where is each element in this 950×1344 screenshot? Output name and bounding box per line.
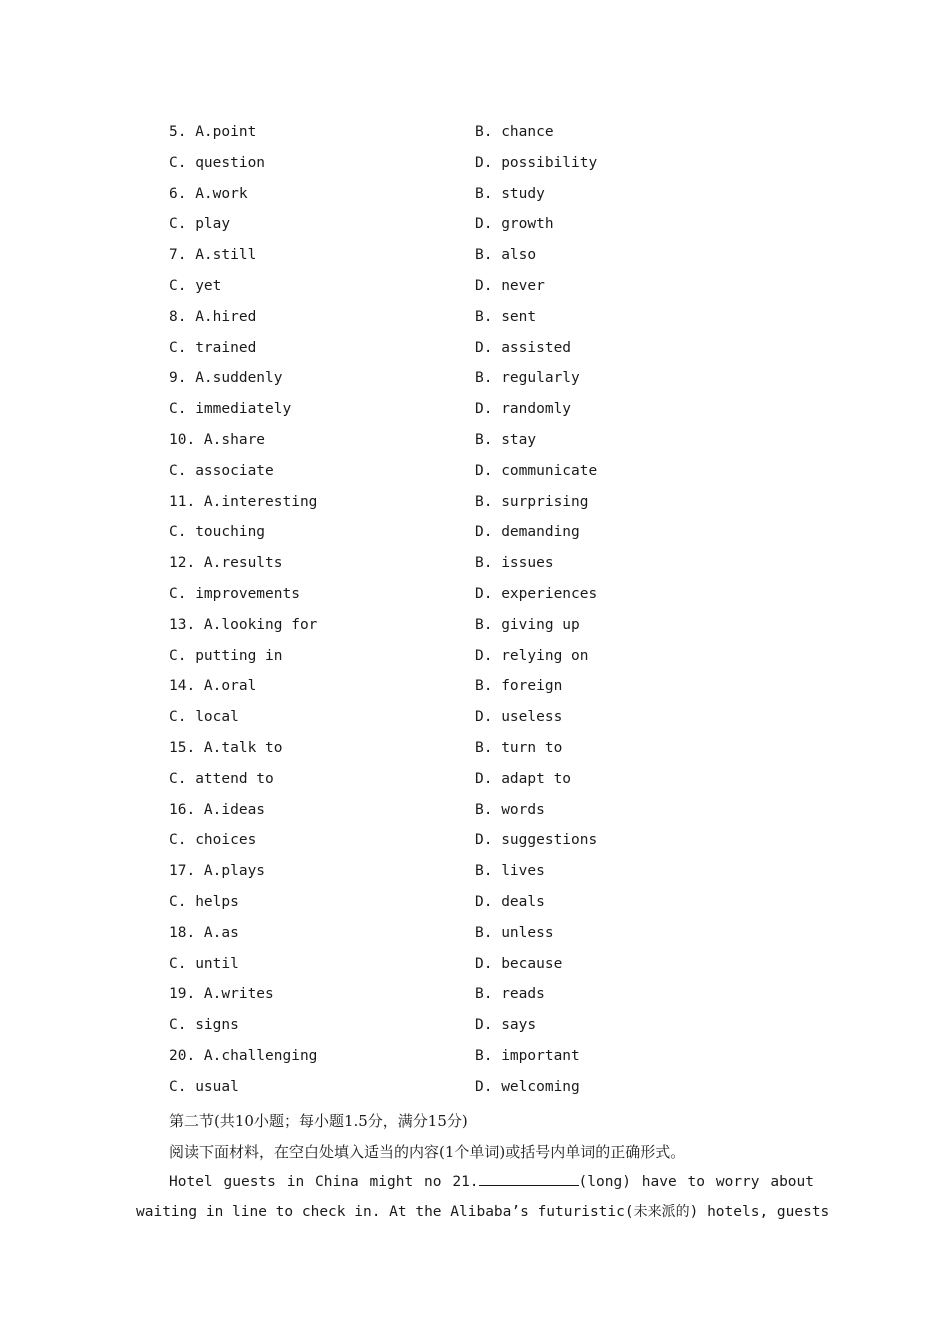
option-row	[0, 672, 950, 703]
passage-line	[136, 1201, 830, 1221]
option-row	[0, 149, 950, 180]
option-row	[0, 395, 950, 426]
instructions: 阅读下面材料，在空白处填入适当的内容(1个单词)或括号内单词的正确形式。	[169, 1143, 686, 1161]
option-left: 17. A.plays	[169, 863, 266, 880]
option-left: 19. A.writes	[169, 986, 274, 1003]
option-right: B. reads	[475, 986, 545, 1003]
option-right: D. demanding	[475, 524, 580, 541]
option-row	[0, 1073, 950, 1104]
option-right: B. sent	[475, 308, 537, 325]
option-left: 5. A.point	[169, 124, 257, 140]
option-row	[0, 950, 950, 981]
option-left: C. associate	[169, 462, 274, 479]
option-row	[0, 426, 950, 457]
option-left: C. immediately	[169, 401, 292, 418]
option-right: D. suggestions	[475, 832, 598, 849]
option-right: D. growth	[475, 216, 554, 233]
option-right: D. relying on	[475, 647, 589, 664]
option-row	[0, 549, 950, 580]
option-row	[0, 734, 950, 765]
option-left: 14. A.oral	[169, 678, 257, 695]
option-row	[0, 334, 950, 365]
option-row	[0, 303, 950, 334]
option-left: C. attend to	[169, 770, 274, 787]
option-right: B. giving up	[475, 616, 580, 633]
section-title: 第二节(共10小题；每小题1.5分，满分15分)	[169, 1112, 468, 1130]
option-left: C. local	[169, 709, 239, 726]
option-left: 8. A.hired	[169, 308, 257, 325]
option-row	[0, 118, 950, 149]
passage-text: Hotel guests in China might no 21.	[169, 1174, 479, 1190]
option-row	[0, 765, 950, 796]
option-right: D. communicate	[475, 462, 598, 479]
option-row	[0, 919, 950, 950]
option-left: C. signs	[169, 1017, 239, 1034]
option-right: B. unless	[475, 924, 554, 941]
option-left: 11. A.interesting	[169, 493, 318, 510]
passage-gloss: 未来派的	[633, 1204, 690, 1220]
option-left: C. helps	[169, 893, 239, 910]
option-row	[0, 1042, 950, 1073]
option-left: 7. A.still	[169, 247, 257, 264]
option-row	[0, 1011, 950, 1042]
option-left: 15. A.talk to	[169, 739, 283, 756]
option-left: C. until	[169, 955, 239, 972]
option-left: C. play	[169, 216, 231, 233]
passage-text: ) hotels, guests	[689, 1204, 830, 1220]
option-right: B. lives	[475, 863, 545, 880]
option-right: B. study	[475, 185, 545, 202]
option-left: 13. A.looking for	[169, 616, 318, 633]
option-right: B. stay	[475, 431, 537, 448]
option-right: B. words	[475, 801, 545, 818]
option-left: 18. A.as	[169, 924, 239, 941]
option-right: B. also	[475, 247, 537, 264]
option-right: D. adapt to	[475, 770, 572, 787]
option-row	[0, 241, 950, 272]
option-right: D. deals	[475, 893, 545, 910]
option-row	[0, 180, 950, 211]
option-left: 6. A.work	[169, 185, 248, 202]
option-row	[0, 457, 950, 488]
option-row	[0, 364, 950, 395]
option-left: C. touching	[169, 524, 266, 541]
answer-blank[interactable]	[479, 1171, 579, 1186]
option-row	[0, 580, 950, 611]
option-right: B. issues	[475, 555, 554, 572]
option-right: D. useless	[475, 709, 563, 726]
option-right: D. because	[475, 955, 563, 972]
option-right: D. assisted	[475, 339, 572, 356]
option-left: C. usual	[169, 1078, 239, 1095]
option-right: B. foreign	[475, 678, 563, 695]
option-row	[0, 703, 950, 734]
option-right: B. surprising	[475, 493, 589, 510]
option-right: D. never	[475, 277, 545, 294]
passage-text: waiting in line to check in. At the Alibaba’s futuristic(	[136, 1204, 634, 1220]
option-right: B. regularly	[475, 370, 580, 387]
option-left: C. putting in	[169, 647, 283, 664]
option-left: C. choices	[169, 832, 257, 849]
option-row	[0, 210, 950, 241]
option-row	[0, 826, 950, 857]
option-row	[0, 796, 950, 827]
option-row	[0, 518, 950, 549]
option-row	[0, 888, 950, 919]
option-right: D. experiences	[475, 585, 598, 602]
option-right: D. welcoming	[475, 1078, 580, 1095]
option-left: C. yet	[169, 277, 222, 294]
option-right: B. chance	[475, 124, 554, 140]
option-row	[0, 611, 950, 642]
option-left: C. improvements	[169, 585, 300, 602]
option-row	[0, 857, 950, 888]
option-left: C. question	[169, 154, 266, 171]
option-right: D. randomly	[475, 401, 572, 418]
passage-line	[169, 1171, 814, 1190]
option-left: 16. A.ideas	[169, 801, 266, 818]
option-left: 10. A.share	[169, 431, 266, 448]
option-right: D. says	[475, 1017, 537, 1034]
option-row	[0, 488, 950, 519]
option-left: 12. A.results	[169, 555, 283, 572]
options-list	[0, 118, 950, 1104]
option-right: D. possibility	[475, 154, 598, 171]
option-right: B. turn to	[475, 739, 563, 756]
option-left: 20. A.challenging	[169, 1047, 318, 1064]
option-row	[0, 272, 950, 303]
option-row	[0, 980, 950, 1011]
option-right: B. important	[475, 1047, 580, 1064]
option-left: 9. A.suddenly	[169, 370, 283, 387]
option-row	[0, 642, 950, 673]
passage-text: (long) have to worry about	[578, 1174, 815, 1190]
option-left: C. trained	[169, 339, 257, 356]
